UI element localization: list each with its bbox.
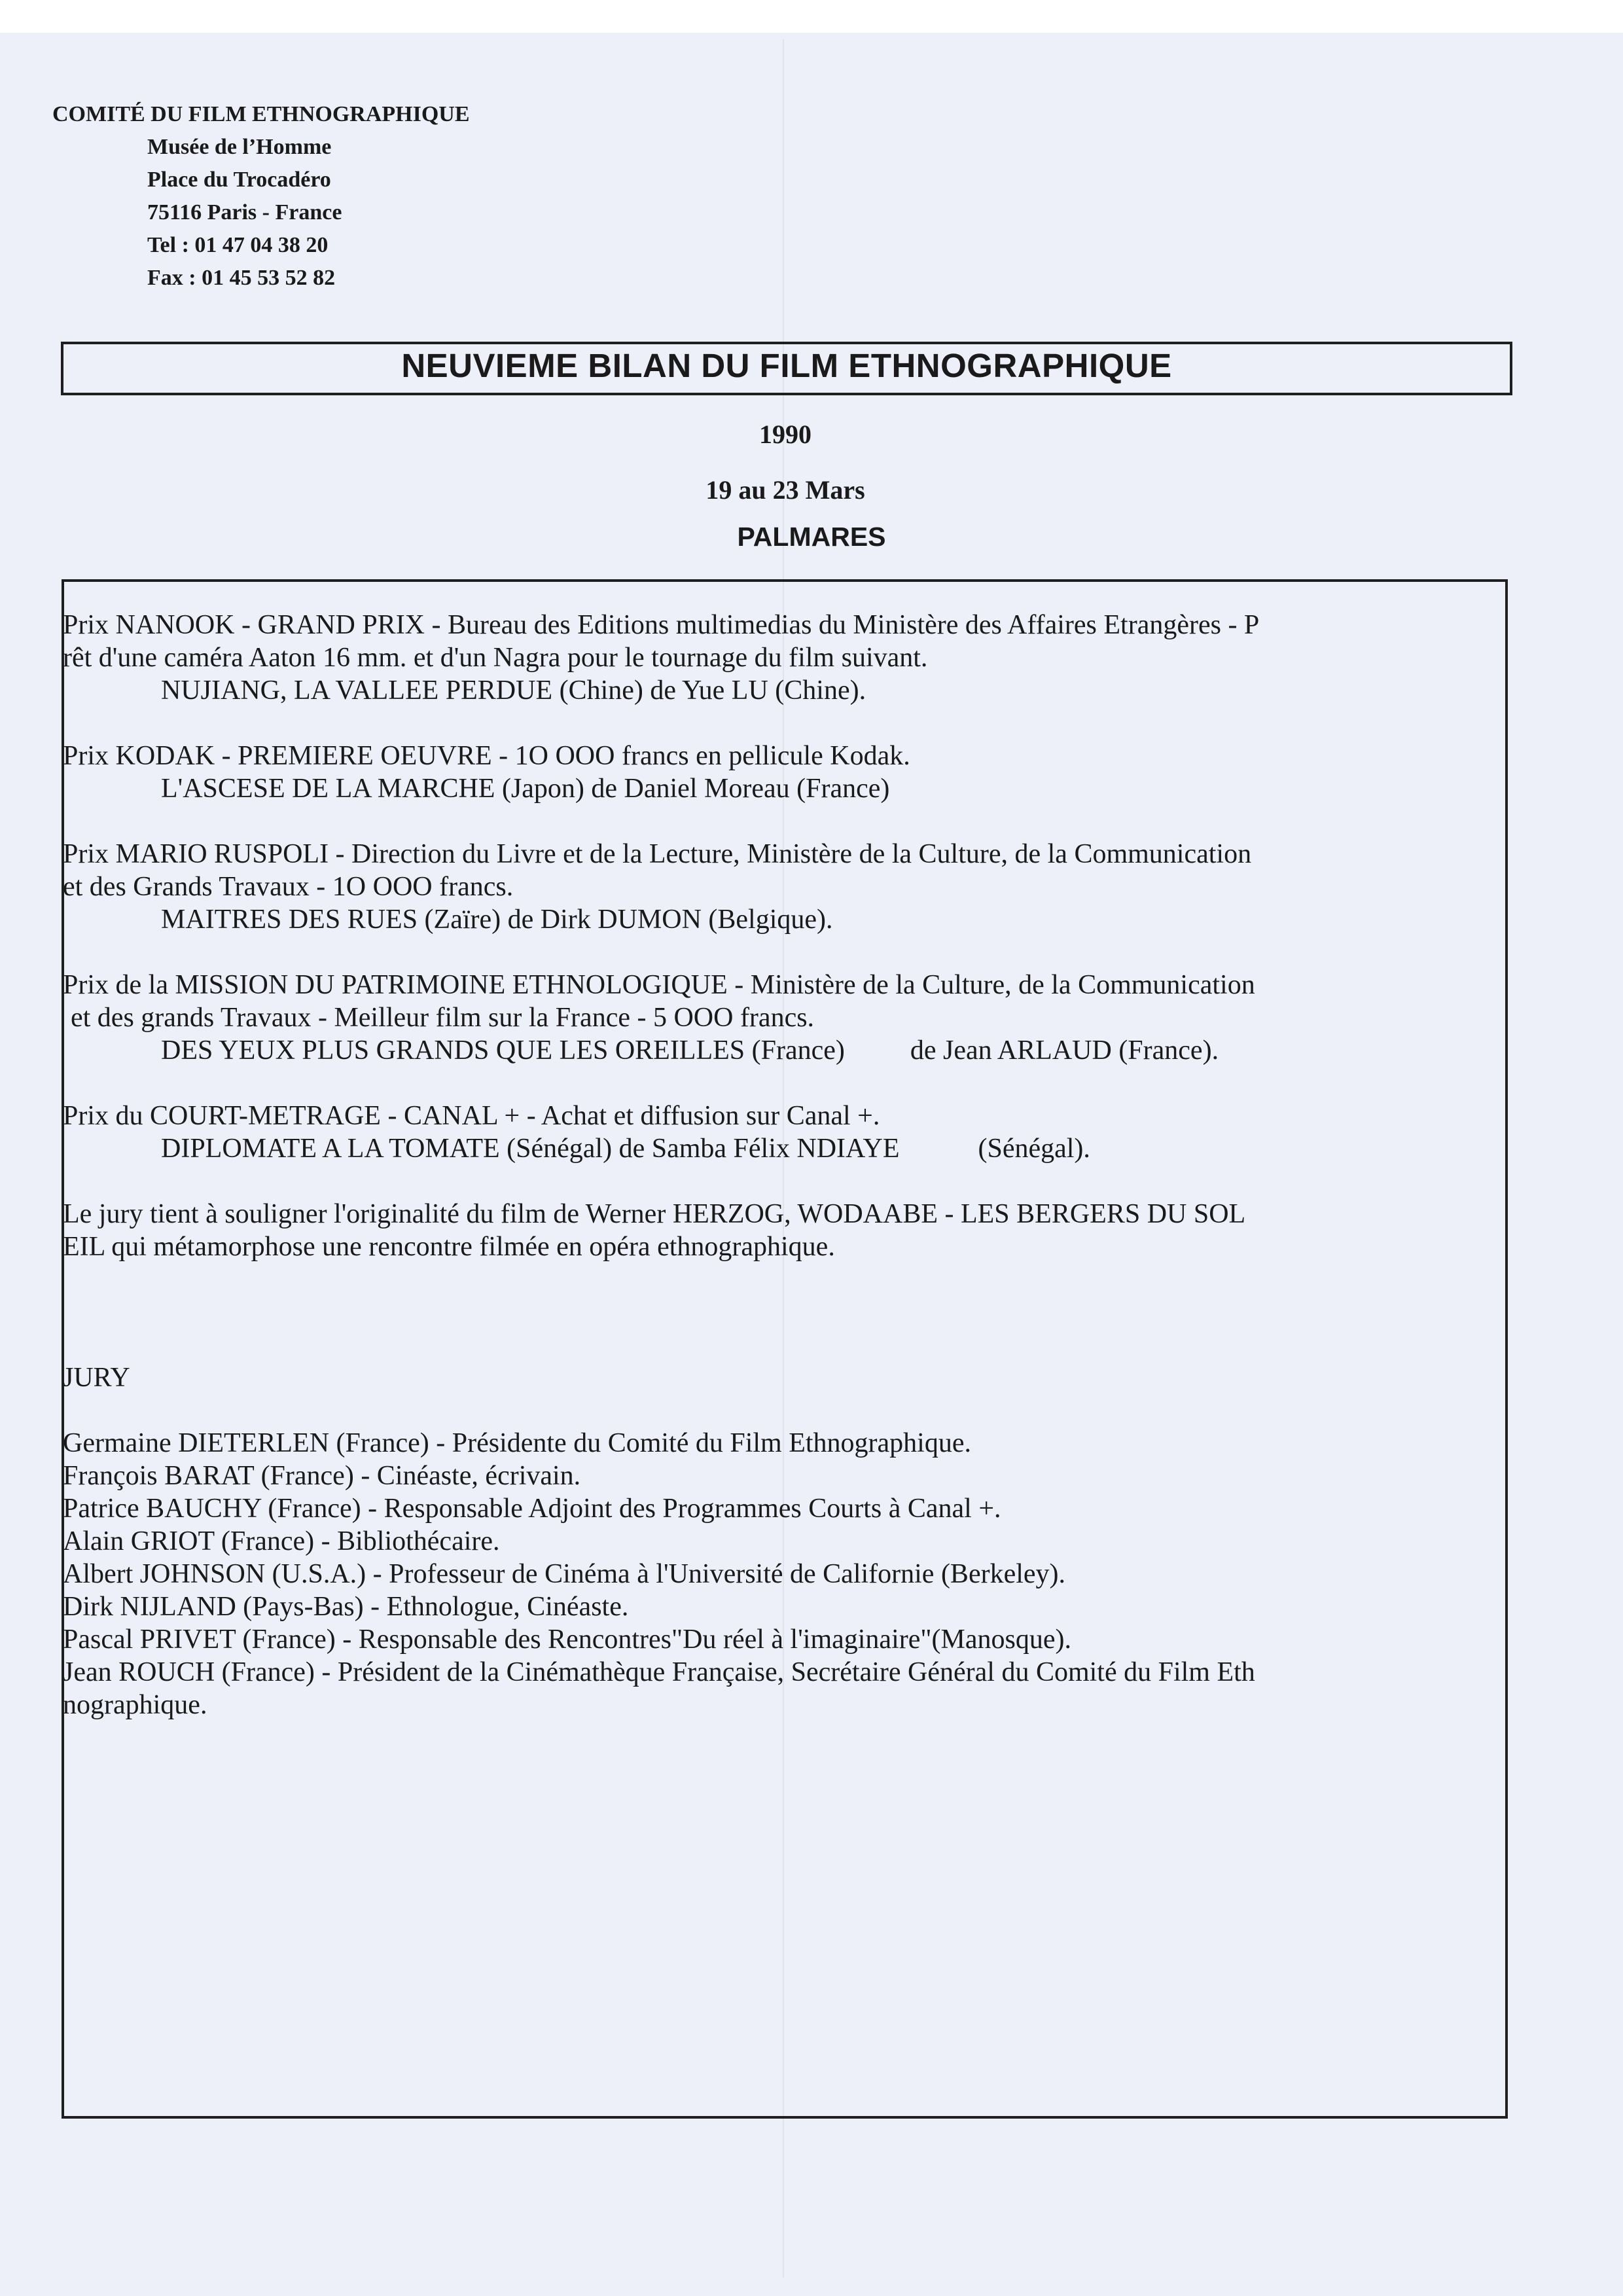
jury-member: Pascal PRIVET (France) - Responsable des Rencontres"Du réel à l'imaginaire"(Manosque). (63, 1624, 1071, 1655)
section-heading: PALMARES (737, 522, 886, 552)
event-dates: 19 au 23 Mars (705, 475, 865, 505)
scan-top-edge (0, 0, 1623, 33)
document-title: NEUVIEME BILAN DU FILM ETHNOGRAPHIQUE (61, 342, 1512, 395)
prize-film-row (63, 1034, 1503, 1067)
jury-member: François BARAT (France) - Cinéaste, écrivain. (63, 1461, 581, 1491)
prize-film: DIPLOMATE A LA TOMATE (Sénégal) de Samba Félix NDIAYE (161, 1134, 900, 1164)
prize-line: rêt d'une caméra Aaton 16 mm. et d'un Nagra pour le tournage du film suivant. (63, 643, 928, 673)
palmares-content (63, 609, 1503, 1721)
jury-member: Albert JOHNSON (U.S.A.) - Professeur de Cinéma à l'Université de Californie (Berkeley). (63, 1559, 1066, 1589)
jury-member: Jean ROUCH (France) - Président de la Cinémathèque Française, Secrétaire Général du Comité du Film Eth (63, 1657, 1255, 1687)
prize-line: Prix MARIO RUSPOLI - Direction du Livre et de la Lecture, Ministère de la Culture, de la Communication (63, 839, 1252, 869)
jury-member: nographique. (63, 1690, 207, 1720)
jury-note-line: Le jury tient à souligner l'originalité du film de Werner HERZOG, WODAABE - LES BERGERS DU SOL (63, 1199, 1246, 1229)
prize-film-director: de Jean ARLAUD (France). (910, 1035, 1219, 1066)
prize-film-country: (Sénégal). (978, 1134, 1090, 1164)
prize-line: Prix KODAK - PREMIERE OEUVRE - 1O OOO francs en pellicule Kodak. (63, 741, 910, 771)
letterhead-org: COMITÉ DU FILM ETHNOGRAPHIQUE (52, 102, 470, 126)
prize-film: DES YEUX PLUS GRANDS QUE LES OREILLES (France) (161, 1035, 845, 1066)
prize-film: MAITRES DES RUES (Zaïre) de Dirk DUMON (Belgique). (161, 905, 833, 935)
jury-heading: JURY (63, 1363, 130, 1393)
letterhead-address-line: Musée de l’Homme (147, 135, 332, 159)
prize-film: L'ASCESE DE LA MARCHE (Japon) de Daniel Moreau (France) (161, 774, 890, 804)
jury-member: Germaine DIETERLEN (France) - Présidente du Comité du Film Ethnographique. (63, 1428, 971, 1458)
jury-note-line: EIL qui métamorphose une rencontre filmée en opéra ethnographique. (63, 1232, 835, 1262)
prize-film: NUJIANG, LA VALLEE PERDUE (Chine) de Yue LU (Chine). (161, 675, 866, 706)
prize-line: Prix NANOOK - GRAND PRIX - Bureau des Editions multimedias du Ministère des Affaires Etrangères - P (63, 610, 1260, 640)
letterhead-phone: Tel : 01 47 04 38 20 (147, 233, 329, 257)
letterhead-address-line: 75116 Paris - France (147, 200, 342, 224)
prize-film-row (63, 1132, 1503, 1165)
letterhead-address-line: Place du Trocadéro (147, 168, 331, 192)
letterhead-fax: Fax : 01 45 53 52 82 (147, 266, 336, 290)
letterhead (52, 98, 470, 295)
jury-member: Dirk NIJLAND (Pays-Bas) - Ethnologue, Cinéaste. (63, 1592, 629, 1622)
prize-line: et des grands Travaux - Meilleur film sur la France - 5 OOO francs. (71, 1003, 815, 1033)
event-year: 1990 (759, 420, 812, 449)
prize-line: Prix de la MISSION DU PATRIMOINE ETHNOLOGIQUE - Ministère de la Culture, de la Communication (63, 970, 1255, 1000)
prize-line: Prix du COURT-METRAGE - CANAL + - Achat et diffusion sur Canal +. (63, 1101, 880, 1131)
jury-member: Patrice BAUCHY (France) - Responsable Adjoint des Programmes Courts à Canal +. (63, 1494, 1001, 1524)
jury-member: Alain GRIOT (France) - Bibliothécaire. (63, 1526, 500, 1556)
prize-line: et des Grands Travaux - 1O OOO francs. (63, 872, 514, 902)
